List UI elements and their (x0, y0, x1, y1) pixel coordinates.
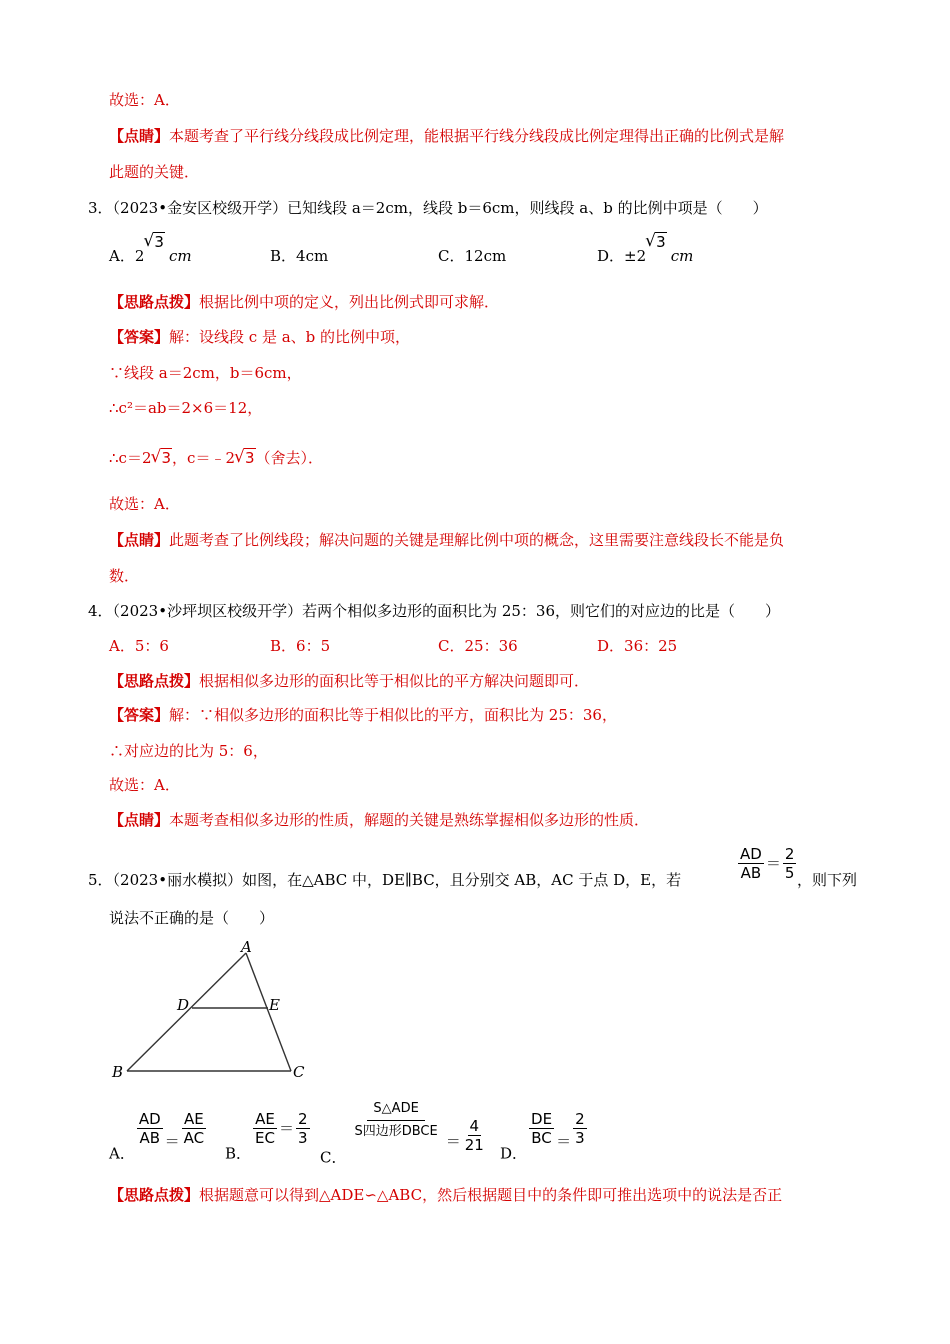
q4-option-a: A．5：6 (109, 637, 169, 655)
sqrt: √ 3 (646, 232, 667, 252)
q5-stem-fraction: $\frac{AD}{AB}$ ＝ $\frac{2}{5}$ (740, 845, 795, 882)
question-text: （2023•丽水模拟）如图，在△ABC 中，DE∥BC，且分别交 AB，AC 于点 D，E，若 (112, 871, 682, 889)
question-text: （2023•金安区校级开学）已知线段 a＝2cm，线段 b＝6cm，则线段 a、b 的比例中项是（ ） (112, 199, 768, 217)
option-label: B． (225, 1144, 252, 1163)
label-e: E (269, 996, 280, 1014)
q4-hint (109, 671, 589, 691)
comment-text: 此题考查了比例线段；解决问题的关键是理解比例中项的概念，这里需要注意线段长不能是负 (169, 531, 785, 549)
q3-option-d (597, 233, 694, 266)
hint-text: 根据相似多边形的面积比等于相似比的平方解决问题即可． (199, 672, 590, 690)
q4-choose: 故选：A． (109, 776, 180, 794)
q5-stem-line1 (88, 870, 681, 890)
q2-choose: 故选：A． (109, 91, 180, 109)
q4-stem (88, 601, 780, 621)
answer-tag: 【答案】 (109, 706, 170, 724)
fraction: $\frac{\text{S△ADE}}{\text{S四边形DBCE}}$ (348, 1098, 443, 1143)
sqrt: √ 3 (152, 448, 173, 468)
q5-stem-tail: ，则下列 (797, 871, 858, 889)
question-number: 4． (88, 602, 113, 620)
q3-stem (88, 198, 768, 218)
option-label: A． (109, 1144, 135, 1163)
q3-step1: ∵线段 a＝2cm，b＝6cm， (109, 364, 302, 382)
unit: cm (670, 247, 694, 265)
fraction: $\frac{2}{3}$ (298, 1110, 308, 1147)
comment-text: 本题考查相似多边形的性质，解题的关键是熟练掌握相似多边形的性质． (169, 811, 650, 829)
q4-comment (109, 810, 649, 830)
answer-text: 解：设线段 c 是 a、b 的比例中项， (169, 328, 411, 346)
q5-hint (109, 1185, 782, 1205)
fraction: $\frac{2}{5}$ (784, 845, 795, 882)
q3-choose: 故选：A． (109, 495, 180, 513)
q2-comment-line2: 此题的关键． (109, 163, 200, 181)
answer-tag: 【答案】 (109, 328, 170, 346)
fraction: $\frac{2}{3}$ (575, 1110, 585, 1147)
hint-text: 根据比例中项的定义，列出比例式即可求解． (199, 293, 500, 311)
hint-tag: 【思路点拨】 (109, 672, 200, 690)
q4-option-b: B．6：5 (270, 637, 331, 655)
q5-option-c: C． $\frac{\text{S△ADE}}{\text{S四边形DBCE}}$ ＝ $\frac{4}{21}$ (320, 1098, 488, 1168)
q3-option-b: B．4cm (270, 247, 329, 265)
answer-text: 解：∵相似多边形的面积比等于相似比的平方，面积比为 25：36， (169, 706, 617, 724)
option-label: A．2 (109, 247, 145, 265)
sqrt: √ 3 (144, 232, 165, 252)
q5-option-a: A． $\frac{AD}{AB}$ ＝ $\frac{AE}{AC}$ (109, 1110, 205, 1163)
fraction: $\frac{AE}{AC}$ (183, 1110, 205, 1147)
q3-comment-line1 (109, 530, 784, 550)
comment-tag: 【点睛】 (109, 531, 170, 549)
q3-step3: ∴c＝2√ 3，c＝﹣2√ 3（舍去）． (109, 448, 323, 468)
label-c: C (293, 1063, 305, 1081)
label-d: D (177, 996, 190, 1014)
q4-option-c: C．25：36 (438, 637, 518, 655)
q3-answer (109, 327, 410, 347)
question-text: （2023•沙坪坝区校级开学）若两个相似多边形的面积比为 25：36，则它们的对应边的比是（ ） (112, 602, 781, 620)
option-label: D．±2 (597, 247, 647, 265)
q2-comment-line1 (109, 126, 784, 146)
option-label: D． (500, 1144, 528, 1163)
unit: cm (168, 247, 192, 265)
q3-step2: ∴c²＝ab＝2×6＝12， (109, 399, 263, 417)
fraction: $\frac{AD}{AB}$ (138, 1110, 161, 1147)
hint-tag: 【思路点拨】 (109, 1186, 200, 1204)
label-b: B (112, 1063, 124, 1081)
q3-option-c: C．12cm (438, 247, 507, 265)
option-label: C． (320, 1148, 347, 1167)
comment-tag: 【点睛】 (109, 127, 170, 145)
q3-hint (109, 292, 499, 312)
q5-stem-line2: 说法不正确的是（ ） (109, 909, 275, 927)
sqrt: √ 3 (235, 448, 256, 468)
comment-text: 本题考查了平行线分线段成比例定理，能根据平行线分线段成比例定理得出正确的比例式是解 (169, 127, 785, 145)
q3-option-a (109, 233, 192, 266)
comment-tag: 【点睛】 (109, 811, 170, 829)
question-number: 5． (88, 871, 113, 889)
label-a: A (241, 938, 252, 956)
hint-text: 根据题意可以得到△ADE∽△ABC，然后根据题目中的条件即可推出选项中的说法是否正 (199, 1186, 783, 1204)
fraction: $\frac{AE}{EC}$ (255, 1110, 275, 1147)
hint-tag: 【思路点拨】 (109, 293, 200, 311)
q5-option-d: D． $\frac{DE}{BC}$ ＝ $\frac{2}{3}$ (500, 1110, 585, 1163)
question-number: 3． (88, 199, 113, 217)
q5-option-b: B． $\frac{AE}{EC}$ ＝ $\frac{2}{3}$ (225, 1110, 308, 1163)
triangle-figure (105, 936, 320, 1084)
fraction: $\frac{4}{21}$ (464, 1116, 484, 1154)
q3-comment-line2: 数． (109, 567, 140, 585)
q4-step1: ∴对应边的比为 5：6， (109, 742, 268, 760)
q4-answer (109, 705, 617, 725)
fraction: $\frac{DE}{BC}$ (531, 1110, 553, 1147)
q4-option-d: D．36：25 (597, 637, 678, 655)
fraction: $\frac{AD}{AB}$ (740, 845, 762, 882)
